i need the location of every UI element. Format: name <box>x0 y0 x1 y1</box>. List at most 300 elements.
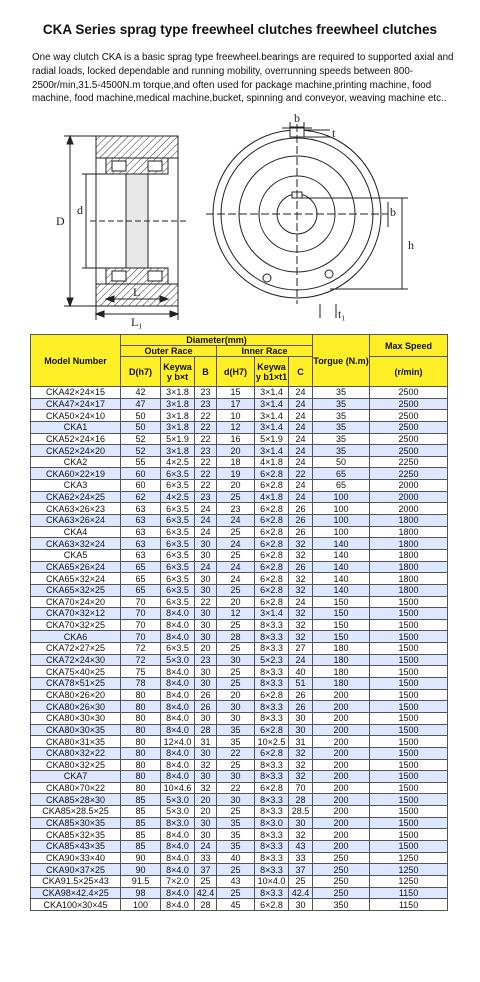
table-cell: 4×2.5 <box>161 456 195 468</box>
table-cell: 6×3.5 <box>161 573 195 585</box>
table-cell: 24 <box>217 561 255 573</box>
table-row <box>31 899 448 911</box>
table-row <box>31 875 448 887</box>
table-cell: 200 <box>313 759 370 771</box>
table-cell: 6×3.5 <box>161 526 195 538</box>
table-cell: 28.5 <box>289 806 313 818</box>
table-cell: 3×1.4 <box>255 410 289 422</box>
table-cell: 10 <box>217 410 255 422</box>
table-cell: 25 <box>217 643 255 655</box>
table-cell: 25 <box>217 806 255 818</box>
table-cell: 5×3.0 <box>161 654 195 666</box>
label-d: d <box>77 203 83 217</box>
table-cell: 24 <box>289 410 313 422</box>
table-cell: 30 <box>217 712 255 724</box>
table-cell: 6×3.5 <box>161 596 195 608</box>
table-cell: 98 <box>121 887 161 899</box>
table-row <box>31 654 448 666</box>
table-cell: 42.4 <box>195 887 217 899</box>
table-cell: 10×4.6 <box>161 782 195 794</box>
table-cell: 32 <box>289 608 313 620</box>
table-cell: CKA3 <box>31 480 121 492</box>
table-cell: 60 <box>121 480 161 492</box>
table-cell: 8×3.3 <box>255 794 289 806</box>
table-row <box>31 526 448 538</box>
table-cell: 200 <box>313 817 370 829</box>
table-cell: CKA80×32×25 <box>31 759 121 771</box>
table-cell: 26 <box>289 515 313 527</box>
table-cell: 30 <box>195 678 217 690</box>
table-cell: 1500 <box>370 631 448 643</box>
table-cell: 5×1.9 <box>255 433 289 445</box>
table-row <box>31 503 448 515</box>
table-cell: 23 <box>195 445 217 457</box>
table-row <box>31 759 448 771</box>
table-cell: 1800 <box>370 526 448 538</box>
table-cell: 8×4.0 <box>161 689 195 701</box>
table-cell: 30 <box>195 771 217 783</box>
table-cell: CKA98×42.4×25 <box>31 887 121 899</box>
table-cell: CKA63×32×24 <box>31 538 121 550</box>
table-cell: 30 <box>195 573 217 585</box>
table-cell: CKA85×28.5×25 <box>31 806 121 818</box>
table-cell: 8×3.0 <box>255 817 289 829</box>
table-cell: 80 <box>121 736 161 748</box>
table-cell: 23 <box>195 654 217 666</box>
col-header-B: B <box>195 357 217 387</box>
table-cell: 6×3.5 <box>161 480 195 492</box>
table-cell: 22 <box>195 456 217 468</box>
table-cell: 2000 <box>370 503 448 515</box>
table-cell: 1500 <box>370 666 448 678</box>
table-cell: CKA72×24×30 <box>31 654 121 666</box>
table-cell: CKA72×27×25 <box>31 643 121 655</box>
table-cell: 8×3.0 <box>161 817 195 829</box>
table-cell: 8×4.0 <box>161 678 195 690</box>
table-cell: 25 <box>217 678 255 690</box>
table-cell: 200 <box>313 840 370 852</box>
table-cell: 28 <box>289 794 313 806</box>
table-row <box>31 398 448 410</box>
table-cell: CKA52×24×16 <box>31 433 121 445</box>
table-cell: 70 <box>289 782 313 794</box>
table-cell: 8×4.0 <box>161 759 195 771</box>
table-cell: 8×4.0 <box>161 712 195 724</box>
table-cell: 8×4.0 <box>161 631 195 643</box>
table-cell: 3×1.4 <box>255 445 289 457</box>
table-cell: 6×3.5 <box>161 538 195 550</box>
table-row <box>31 817 448 829</box>
table-cell: 32 <box>195 782 217 794</box>
table-row <box>31 887 448 899</box>
table-cell: 6×3.5 <box>161 503 195 515</box>
table-row <box>31 771 448 783</box>
table-cell: 8×3.3 <box>255 887 289 899</box>
table-cell: 1800 <box>370 515 448 527</box>
table-cell: 24 <box>195 561 217 573</box>
table-row <box>31 840 448 852</box>
table-cell: 30 <box>195 619 217 631</box>
table-cell: 50 <box>121 421 161 433</box>
table-cell: 1800 <box>370 538 448 550</box>
table-cell: 32 <box>289 549 313 561</box>
table-cell: 12×4.0 <box>161 736 195 748</box>
table-cell: CKA75×40×25 <box>31 666 121 678</box>
table-cell: CKA80×30×30 <box>31 712 121 724</box>
table-cell: CKA70×32×12 <box>31 608 121 620</box>
table-cell: 30 <box>195 584 217 596</box>
table-cell: 6×2.8 <box>255 538 289 550</box>
table-cell: 10×4.0 <box>255 875 289 887</box>
table-row <box>31 480 448 492</box>
table-cell: 80 <box>121 712 161 724</box>
table-cell: 50 <box>121 410 161 422</box>
table-cell: 8×4.0 <box>161 619 195 631</box>
table-cell: 200 <box>313 689 370 701</box>
table-cell: 1500 <box>370 771 448 783</box>
table-cell: 2500 <box>370 421 448 433</box>
table-cell: 47 <box>121 398 161 410</box>
col-header-torque: Torgue (N.m) <box>313 335 370 387</box>
table-cell: 6×3.5 <box>161 515 195 527</box>
table-cell: 31 <box>289 736 313 748</box>
table-cell: 1500 <box>370 608 448 620</box>
table-row <box>31 806 448 818</box>
table-cell: 100 <box>313 526 370 538</box>
label-h: h <box>408 238 414 252</box>
table-cell: 32 <box>289 573 313 585</box>
table-cell: CKA80×26×20 <box>31 689 121 701</box>
table-cell: CKA70×32×25 <box>31 619 121 631</box>
table-cell: 1500 <box>370 689 448 701</box>
table-cell: 62 <box>121 491 161 503</box>
table-cell: CKA80×70×22 <box>31 782 121 794</box>
table-cell: 63 <box>121 526 161 538</box>
table-cell: CKA85×30×35 <box>31 817 121 829</box>
table-cell: 1500 <box>370 724 448 736</box>
table-cell: 20 <box>195 643 217 655</box>
table-cell: 6×2.8 <box>255 724 289 736</box>
table-cell: 26 <box>289 701 313 713</box>
table-cell: 30 <box>195 747 217 759</box>
table-cell: 25 <box>217 491 255 503</box>
table-cell: 350 <box>313 899 370 911</box>
table-cell: 200 <box>313 782 370 794</box>
table-cell: CKA5 <box>31 549 121 561</box>
table-cell: 1150 <box>370 887 448 899</box>
table-cell: 65 <box>313 468 370 480</box>
table-cell: 6×3.5 <box>161 549 195 561</box>
table-cell: 1250 <box>370 864 448 876</box>
table-cell: 140 <box>313 549 370 561</box>
table-cell: CKA91.5×25×43 <box>31 875 121 887</box>
table-cell: 8×4.0 <box>161 666 195 678</box>
table-cell: 8×3.3 <box>255 759 289 771</box>
table-cell: 1500 <box>370 782 448 794</box>
table-cell: 250 <box>313 852 370 864</box>
table-cell: 1500 <box>370 654 448 666</box>
table-cell: 250 <box>313 875 370 887</box>
table-cell: 8×4.0 <box>161 899 195 911</box>
table-cell: 1500 <box>370 817 448 829</box>
table-cell: 75 <box>121 666 161 678</box>
table-cell: 1500 <box>370 759 448 771</box>
table-cell: 27 <box>289 643 313 655</box>
technical-drawing <box>30 114 430 329</box>
table-cell: 8×3.3 <box>255 712 289 724</box>
table-cell: 12 <box>217 421 255 433</box>
table-cell: 8×3.3 <box>255 701 289 713</box>
table-cell: 37 <box>195 864 217 876</box>
table-cell: 5×2.3 <box>255 654 289 666</box>
table-cell: 32 <box>289 584 313 596</box>
table-cell: 52 <box>121 445 161 457</box>
table-cell: 23 <box>195 491 217 503</box>
table-cell: CKA4 <box>31 526 121 538</box>
table-cell: 70 <box>121 596 161 608</box>
table-cell: 4×1.8 <box>255 456 289 468</box>
table-row <box>31 608 448 620</box>
table-row <box>31 794 448 806</box>
table-cell: 20 <box>217 689 255 701</box>
table-cell: 1500 <box>370 736 448 748</box>
table-cell: 8×4.0 <box>161 701 195 713</box>
table-cell: 37 <box>289 864 313 876</box>
table-cell: 40 <box>289 666 313 678</box>
table-cell: 35 <box>313 421 370 433</box>
table-cell: 3×1.4 <box>255 398 289 410</box>
table-cell: 3×1.8 <box>161 398 195 410</box>
table-cell: 1250 <box>370 875 448 887</box>
table-cell: 78 <box>121 678 161 690</box>
col-header-D: D(h7) <box>121 357 161 387</box>
table-cell: 42.4 <box>289 887 313 899</box>
table-cell: CKA42×24×15 <box>31 387 121 399</box>
table-cell: 26 <box>289 561 313 573</box>
table-cell: 8×3.3 <box>255 643 289 655</box>
table-cell: 55 <box>121 456 161 468</box>
table-row <box>31 538 448 550</box>
table-cell: CKA6 <box>31 631 121 643</box>
table-cell: 22 <box>195 480 217 492</box>
table-row <box>31 631 448 643</box>
table-cell: 1500 <box>370 794 448 806</box>
table-cell: 30 <box>289 712 313 724</box>
table-cell: 35 <box>217 724 255 736</box>
table-cell: CKA47×24×17 <box>31 398 121 410</box>
table-cell: 6×2.8 <box>255 561 289 573</box>
label-D: D <box>56 214 65 228</box>
table-cell: 2250 <box>370 456 448 468</box>
table-cell: 8×3.3 <box>255 840 289 852</box>
table-cell: CKA80×26×30 <box>31 701 121 713</box>
table-cell: 22 <box>195 468 217 480</box>
table-cell: 150 <box>313 619 370 631</box>
table-cell: 25 <box>217 759 255 771</box>
table-cell: 32 <box>289 759 313 771</box>
table-cell: 25 <box>217 666 255 678</box>
table-cell: 20 <box>217 480 255 492</box>
page-title: CKA Series sprag type freewheel clutches freewheel clutches <box>42 22 438 37</box>
table-cell: 12 <box>217 608 255 620</box>
col-header-keyway-outer: Keyway b×t <box>161 357 195 387</box>
table-cell: 26 <box>289 526 313 538</box>
table-cell: 180 <box>313 654 370 666</box>
table-cell: 63 <box>121 503 161 515</box>
table-row <box>31 747 448 759</box>
table-cell: CKA50×24×10 <box>31 410 121 422</box>
table-cell: 22 <box>195 421 217 433</box>
table-cell: 6×3.5 <box>161 468 195 480</box>
table-cell: 80 <box>121 759 161 771</box>
table-cell: 32 <box>289 771 313 783</box>
table-cell: 28 <box>195 899 217 911</box>
table-row <box>31 410 448 422</box>
table-cell: 24 <box>289 433 313 445</box>
table-cell: 4×1.8 <box>255 491 289 503</box>
table-cell: 35 <box>313 410 370 422</box>
table-cell: 43 <box>289 840 313 852</box>
table-cell: CKA80×30×35 <box>31 724 121 736</box>
table-body <box>31 387 448 911</box>
table-cell: 33 <box>195 852 217 864</box>
table-cell: 3×1.4 <box>255 387 289 399</box>
table-cell: 2500 <box>370 410 448 422</box>
table-cell: 2000 <box>370 491 448 503</box>
table-cell: 6×2.8 <box>255 480 289 492</box>
table-cell: 180 <box>313 678 370 690</box>
table-cell: 1500 <box>370 701 448 713</box>
table-cell: 30 <box>195 712 217 724</box>
table-cell: 25 <box>217 864 255 876</box>
table-cell: 1500 <box>370 806 448 818</box>
table-cell: 35 <box>313 387 370 399</box>
table-cell: 6×2.8 <box>255 503 289 515</box>
label-b-right: b <box>390 205 396 219</box>
table-cell: 91.5 <box>121 875 161 887</box>
table-cell: 200 <box>313 747 370 759</box>
table-row <box>31 456 448 468</box>
table-cell: 24 <box>217 573 255 585</box>
table-cell: 6×2.8 <box>255 573 289 585</box>
table-cell: 6×2.8 <box>255 549 289 561</box>
table-cell: 85 <box>121 817 161 829</box>
table-cell: 80 <box>121 701 161 713</box>
table-cell: 32 <box>289 631 313 643</box>
table-cell: 18 <box>217 456 255 468</box>
table-row <box>31 596 448 608</box>
label-L1: L₁ <box>131 315 143 329</box>
table-cell: CKA63×26×23 <box>31 503 121 515</box>
table-cell: 45 <box>217 899 255 911</box>
table-row <box>31 678 448 690</box>
table-cell: 35 <box>217 840 255 852</box>
table-cell: 17 <box>217 398 255 410</box>
table-cell: 85 <box>121 806 161 818</box>
table-cell: 8×4.0 <box>161 608 195 620</box>
col-header-diameter: Diameter(mm) <box>121 335 313 346</box>
table-cell: 31 <box>195 736 217 748</box>
table-cell: 24 <box>195 526 217 538</box>
table-cell: 23 <box>195 387 217 399</box>
table-cell: 2000 <box>370 480 448 492</box>
table-cell: CKA7 <box>31 771 121 783</box>
table-cell: 3×1.4 <box>255 421 289 433</box>
label-t: t <box>332 126 336 140</box>
table-cell: 30 <box>195 817 217 829</box>
table-cell: 32 <box>289 619 313 631</box>
table-cell: 8×3.3 <box>255 806 289 818</box>
table-cell: 42 <box>121 387 161 399</box>
table-cell: 24 <box>217 538 255 550</box>
table-cell: 28 <box>217 631 255 643</box>
front-view <box>206 122 408 318</box>
table-cell: 25 <box>217 887 255 899</box>
table-row <box>31 864 448 876</box>
table-cell: 6×3.5 <box>161 643 195 655</box>
table-cell: 26 <box>289 503 313 515</box>
table-cell: 150 <box>313 596 370 608</box>
table-cell: 70 <box>121 619 161 631</box>
table-cell: 200 <box>313 829 370 841</box>
col-header-keyway-inner: Keyway b1×t1 <box>255 357 289 387</box>
table-cell: 30 <box>289 817 313 829</box>
col-header-outer-race: Outer Race <box>121 346 217 357</box>
table-cell: 23 <box>217 503 255 515</box>
table-cell: 15 <box>217 387 255 399</box>
table-cell: 25 <box>217 619 255 631</box>
table-cell: 3×1.8 <box>161 410 195 422</box>
table-cell: 20 <box>195 806 217 818</box>
table-cell: 180 <box>313 666 370 678</box>
label-L: L <box>133 285 141 299</box>
table-cell: 8×4.0 <box>161 852 195 864</box>
label-b: b <box>294 114 300 125</box>
table-cell: 85 <box>121 829 161 841</box>
col-header-max-speed: Max Speed <box>370 335 448 357</box>
table-cell: 30 <box>195 549 217 561</box>
table-row <box>31 421 448 433</box>
col-header-d: d(H7) <box>217 357 255 387</box>
table-row <box>31 573 448 585</box>
table-cell: 1800 <box>370 549 448 561</box>
table-cell: 8×4.0 <box>161 887 195 899</box>
table-cell: 8×3.3 <box>255 864 289 876</box>
table-cell: 6×2.8 <box>255 468 289 480</box>
table-cell: 30 <box>195 631 217 643</box>
table-cell: 7×2.0 <box>161 875 195 887</box>
table-row <box>31 515 448 527</box>
col-header-C: C <box>289 357 313 387</box>
table-cell: 25 <box>195 875 217 887</box>
table-cell: 90 <box>121 864 161 876</box>
table-cell: 200 <box>313 736 370 748</box>
table-cell: CKA65×32×25 <box>31 584 121 596</box>
table-row <box>31 689 448 701</box>
table-cell: 22 <box>217 782 255 794</box>
table-cell: 22 <box>289 468 313 480</box>
table-row <box>31 852 448 864</box>
table-cell: 65 <box>121 584 161 596</box>
table-cell: 8×4.0 <box>161 771 195 783</box>
table-cell: 200 <box>313 701 370 713</box>
table-row <box>31 724 448 736</box>
table-cell: 32 <box>289 538 313 550</box>
table-cell: 30 <box>217 654 255 666</box>
table-row <box>31 736 448 748</box>
table-cell: 25 <box>289 875 313 887</box>
table-cell: 22 <box>217 747 255 759</box>
